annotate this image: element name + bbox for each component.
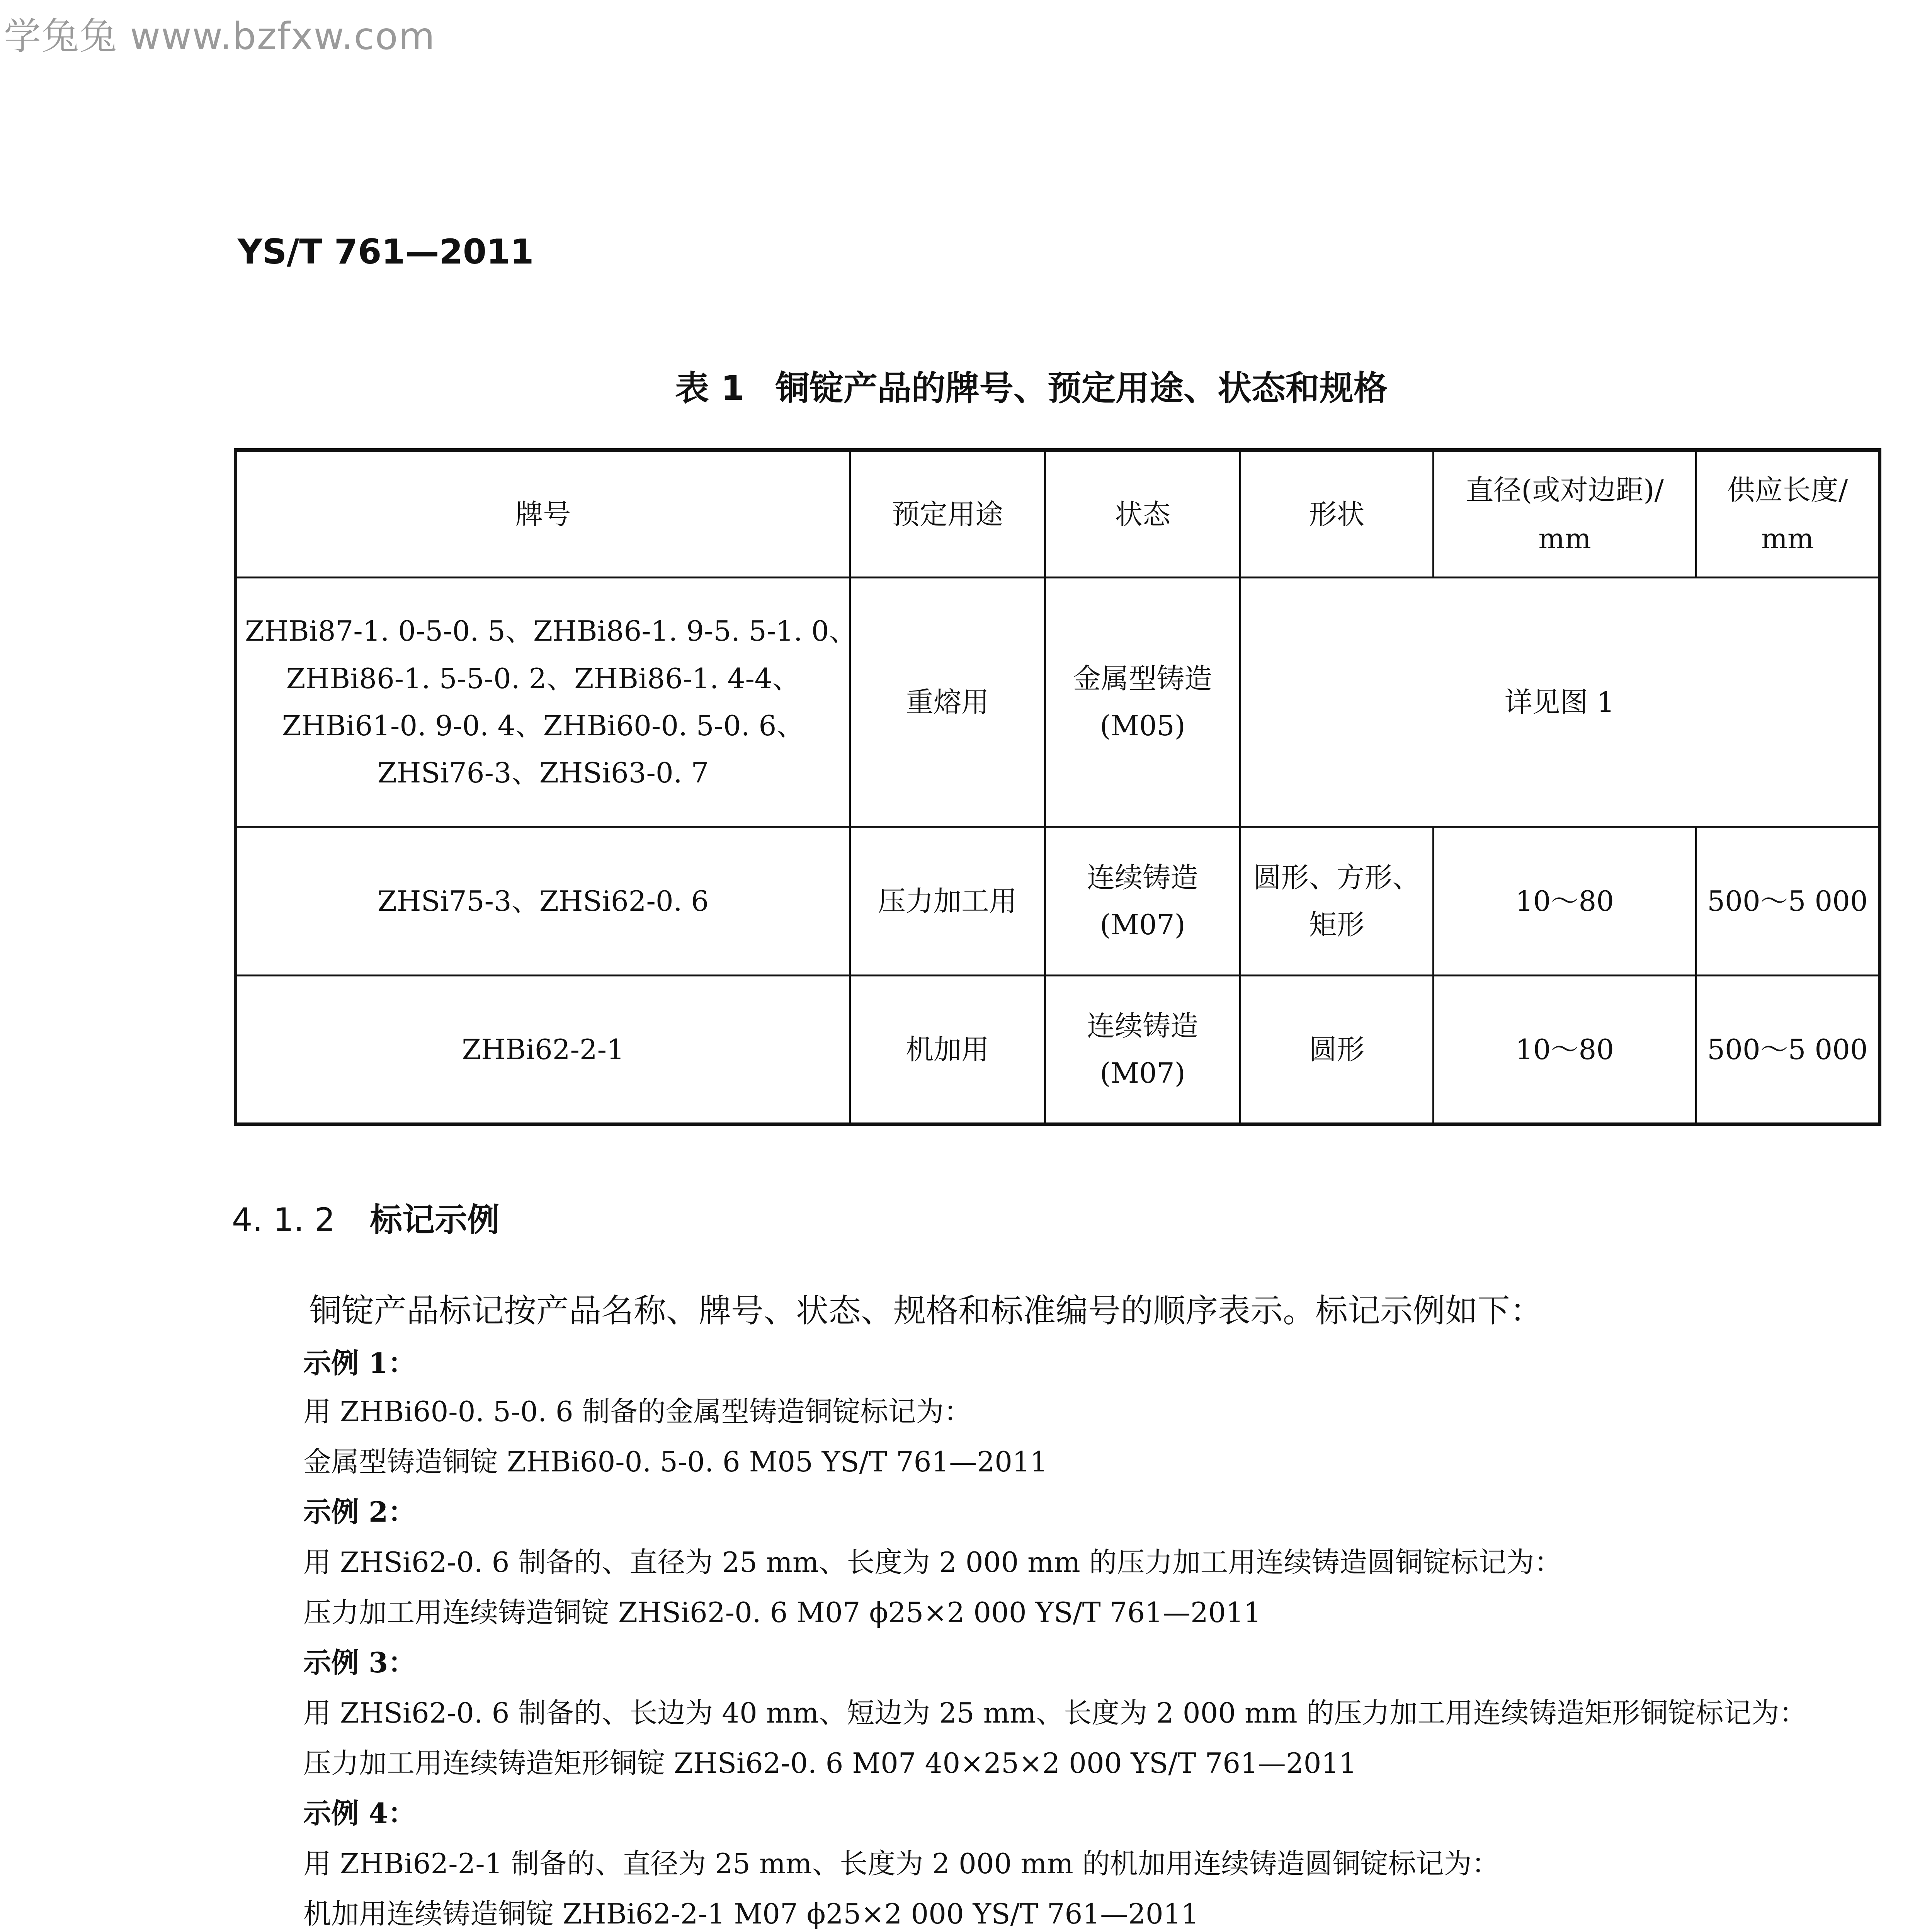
table-1-caption xyxy=(0,361,1932,410)
row2-use: 压力加工用 xyxy=(850,827,1045,976)
table-1-label: 表 1 xyxy=(675,368,745,408)
section-title: 标记示例 xyxy=(370,1201,500,1239)
table-row xyxy=(236,578,1880,827)
row2-shape: 圆形、方形、 矩形 xyxy=(1240,827,1434,976)
example-2-mark: 压力加工用连续铸造铜锭 ZHSi62-0. 6 M07 ϕ25×2 000 YS/T 761—2011 xyxy=(303,1596,1262,1629)
row3-temper: 连续铸造 (M07) xyxy=(1045,976,1240,1124)
row1-grade: ZHBi87-1. 0-5-0. 5、ZHBi86-1. 9-5. 5-1. 0、 ZHBi86-1. 5-5-0. 2、ZHBi86-1. 4-4、 ZHBi61-0. 9-0. 4、ZHBi60-0. 5-0. 6、 ZHSi76-3、ZHSi63-0. 7 xyxy=(236,578,850,827)
example-3-mark: 压力加工用连续铸造矩形铜锭 ZHSi62-0. 6 M07 40×25×2 000 YS/T 761—2011 xyxy=(303,1747,1357,1779)
row3-diameter: 10～80 xyxy=(1434,976,1696,1124)
row2-temper: 连续铸造 (M07) xyxy=(1045,827,1240,976)
table-1-title: 铜锭产品的牌号、预定用途、状态和规格 xyxy=(775,368,1388,408)
table-1 xyxy=(234,448,1881,1126)
example-3-desc: 用 ZHSi62-0. 6 制备的、长边为 40 mm、短边为 25 mm、长度为 2 000 mm 的压力加工用连续铸造矩形铜锭标记为： xyxy=(303,1697,1807,1729)
section-number: 4. 1. 2 xyxy=(232,1201,335,1239)
example-4-desc: 用 ZHBi62-2-1 制备的、直径为 25 mm、长度为 2 000 mm 的机加用连续铸造圆铜锭标记为： xyxy=(303,1847,1500,1880)
header-length: 供应长度/ mm xyxy=(1696,450,1880,578)
site-watermark: 学兔兔 www.bzfxw.com xyxy=(4,15,435,58)
row2-grade: ZHSi75-3、ZHSi62-0. 6 xyxy=(236,827,850,976)
table-header-row xyxy=(236,450,1880,578)
row1-spec: 详见图 1 xyxy=(1240,578,1880,827)
example-2-desc: 用 ZHSi62-0. 6 制备的、直径为 25 mm、长度为 2 000 mm 的压力加工用连续铸造圆铜锭标记为： xyxy=(303,1546,1562,1578)
header-use: 预定用途 xyxy=(850,450,1045,578)
header-grade: 牌号 xyxy=(236,450,850,578)
header-temper: 状态 xyxy=(1045,450,1240,578)
example-4-label: 示例 4： xyxy=(303,1797,416,1830)
section-4-1-2-heading xyxy=(232,1194,500,1241)
example-4-mark: 机加用连续铸造铜锭 ZHBi62-2-1 M07 ϕ25×2 000 YS/T 761—2011 xyxy=(303,1898,1199,1930)
marking-intro: 铜锭产品标记按产品名称、牌号、状态、规格和标准编号的顺序表示。标记示例如下： xyxy=(309,1292,1543,1330)
standard-number-header: YS/T 761—2011 xyxy=(238,232,534,272)
row3-use: 机加用 xyxy=(850,976,1045,1124)
row3-shape: 圆形 xyxy=(1240,976,1434,1124)
header-diameter: 直径(或对边距)/ mm xyxy=(1434,450,1696,578)
table-row xyxy=(236,827,1880,976)
example-2-label: 示例 2： xyxy=(303,1495,416,1528)
row1-temper: 金属型铸造 (M05) xyxy=(1045,578,1240,827)
row2-diameter: 10～80 xyxy=(1434,827,1696,976)
row2-length: 500～5 000 xyxy=(1696,827,1880,976)
header-shape: 形状 xyxy=(1240,450,1434,578)
row1-use: 重熔用 xyxy=(850,578,1045,827)
example-1-mark: 金属型铸造铜锭 ZHBi60-0. 5-0. 6 M05 YS/T 761—2011 xyxy=(303,1446,1048,1478)
example-1-desc: 用 ZHBi60-0. 5-0. 6 制备的金属型铸造铜锭标记为： xyxy=(303,1395,972,1428)
row3-grade: ZHBi62-2-1 xyxy=(236,976,850,1124)
example-1-label: 示例 1： xyxy=(303,1347,416,1379)
row3-length: 500～5 000 xyxy=(1696,976,1880,1124)
table-row xyxy=(236,976,1880,1124)
example-3-label: 示例 3： xyxy=(303,1646,416,1679)
